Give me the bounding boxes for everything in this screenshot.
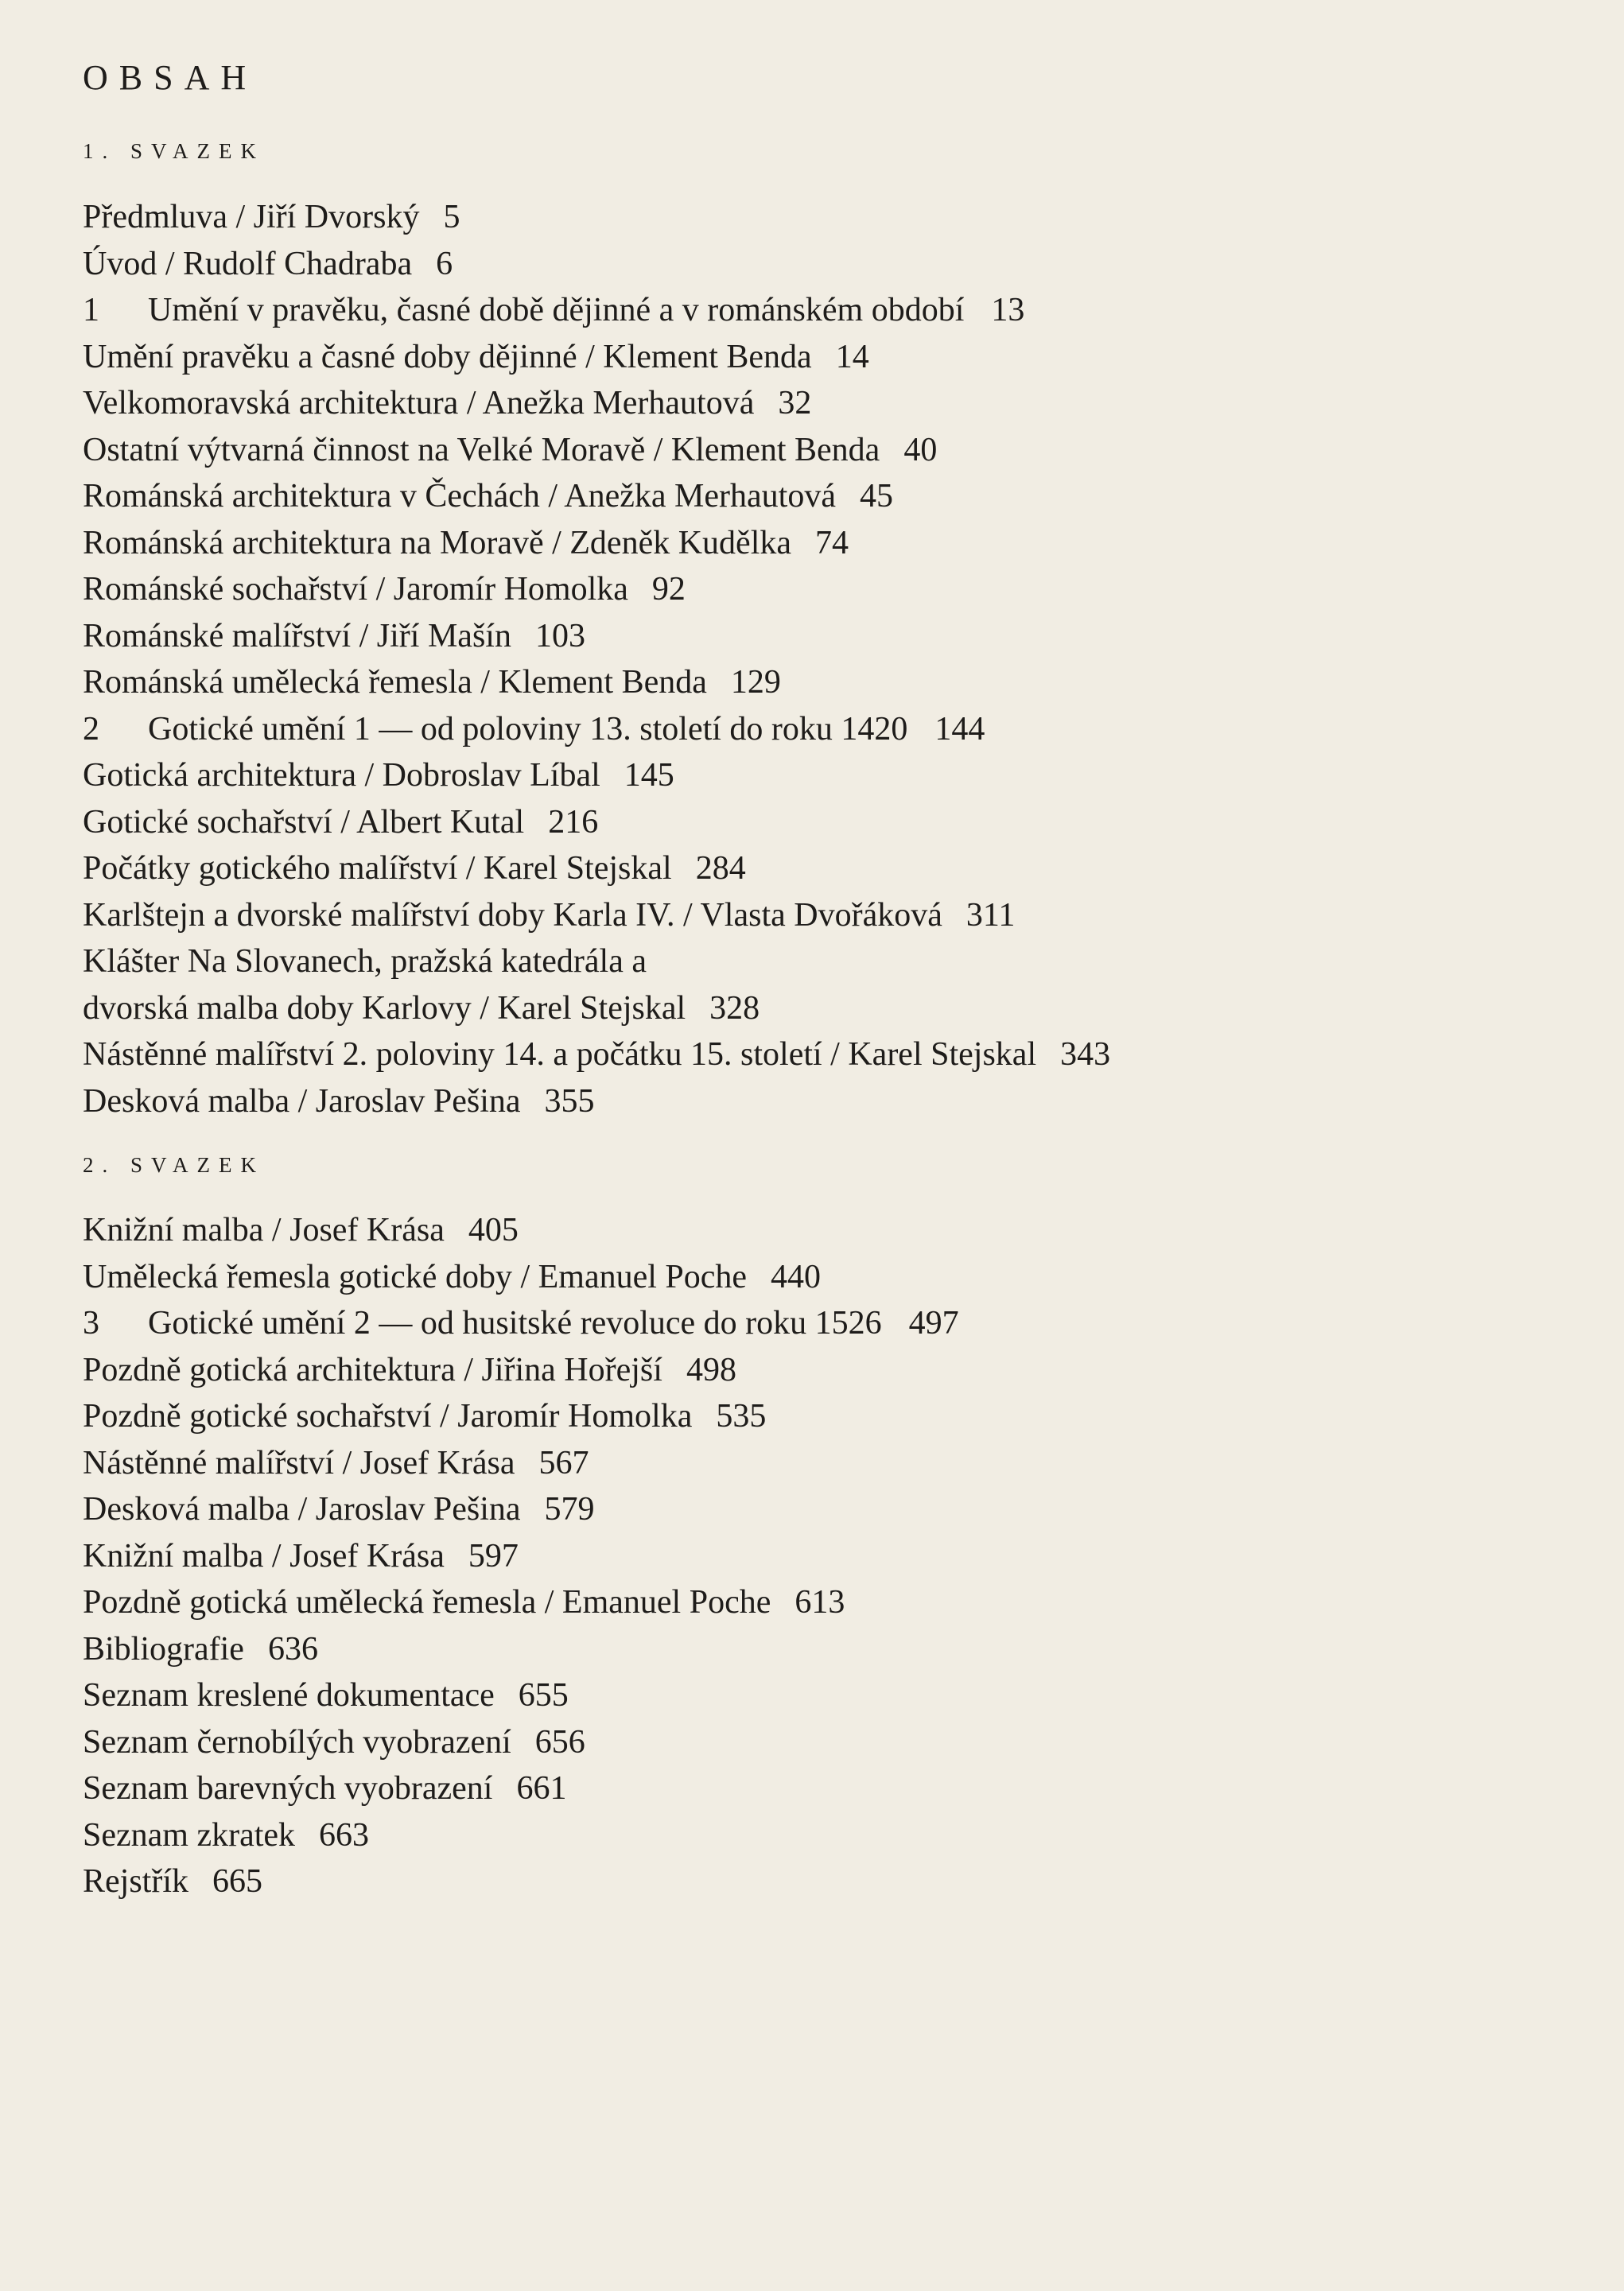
entry-title: Seznam zkratek xyxy=(83,1816,296,1854)
toc-section-entry xyxy=(83,287,1110,334)
section-number: 1 xyxy=(83,292,99,328)
entry-page: 5 xyxy=(443,199,460,235)
entry-page: 597 xyxy=(468,1537,519,1575)
section-number: 2 xyxy=(83,710,99,747)
entry-page: 6 xyxy=(436,245,453,282)
toc-entry xyxy=(83,1579,959,1626)
toc-entry xyxy=(83,938,1110,985)
entry-page: 311 xyxy=(965,896,1016,934)
entry-page: 216 xyxy=(548,803,599,841)
entry-page: 636 xyxy=(267,1630,318,1668)
toc-entry xyxy=(83,566,1110,613)
entry-title: Nástěnné malířství / Josef Krása xyxy=(83,1444,515,1481)
entry-page: 579 xyxy=(544,1491,595,1528)
toc-entry xyxy=(83,613,1110,660)
toc-entry xyxy=(83,520,1110,567)
entry-title: Nástěnné malířství 2. poloviny 14. a počátku 15. století / Karel Stejskal xyxy=(83,1036,1037,1073)
entry-page: 497 xyxy=(908,1305,959,1342)
entry-page: 129 xyxy=(730,664,781,701)
entry-page: 145 xyxy=(624,757,674,794)
toc-entry xyxy=(83,845,1110,892)
entry-title: dvorská malba doby Karlovy / Karel Stejskal xyxy=(83,989,686,1027)
entry-title: Seznam kreslené dokumentace xyxy=(83,1677,495,1714)
entry-page: 284 xyxy=(695,850,746,887)
entry-title: Románská architektura na Moravě / Zdeněk Kudělka xyxy=(83,524,792,561)
entry-title: Románské sochařství / Jaromír Homolka xyxy=(83,571,628,608)
entry-title: Velkomoravská architektura / Anežka Merhautová xyxy=(83,385,755,421)
entry-title: Úvod / Rudolf Chadraba xyxy=(83,245,413,282)
toc-volume-2 xyxy=(83,1207,959,1905)
entry-page: 535 xyxy=(716,1398,767,1435)
entry-page: 663 xyxy=(319,1816,370,1854)
entry-title: Karlštejn a dvorské malířství doby Karla IV. / Vlasta Dvořáková xyxy=(83,896,942,934)
entry-page: 328 xyxy=(709,989,760,1027)
entry-title: Bibliografie xyxy=(83,1630,244,1668)
page-title: OBSAH xyxy=(83,58,258,97)
toc-entry xyxy=(83,1207,959,1254)
toc-entry xyxy=(83,799,1110,846)
entry-title: Ostatní výtvarná činnost na Velké Moravě / Klement Benda xyxy=(83,431,880,468)
entry-page: 355 xyxy=(544,1082,595,1120)
toc-volume-1 xyxy=(83,194,1110,1124)
entry-page: 613 xyxy=(795,1584,845,1621)
toc-section-entry xyxy=(83,706,1110,753)
toc-entry xyxy=(83,892,1110,939)
entry-title: Seznam barevných vyobrazení xyxy=(83,1770,493,1807)
toc-entry xyxy=(83,1765,959,1812)
entry-title: Desková malba / Jaroslav Pešina xyxy=(83,1082,521,1120)
entry-title: Gotické umění 2 — od husitské revoluce do roku 1526 xyxy=(148,1305,882,1342)
entry-title: Desková malba / Jaroslav Pešina xyxy=(83,1491,521,1528)
toc-entry xyxy=(83,194,1110,241)
entry-page: 13 xyxy=(991,292,1025,328)
toc-entry xyxy=(83,1031,1110,1078)
toc-entry xyxy=(83,1393,959,1440)
volume-2-heading: 2. SVAZEK xyxy=(83,1153,266,1177)
entry-title: Románské malířství / Jiří Mašín xyxy=(83,617,511,654)
entry-title: Gotická architektura / Dobroslav Líbal xyxy=(83,757,600,794)
toc-section-entry xyxy=(83,1300,959,1347)
entry-title: Knižní malba / Josef Krása xyxy=(83,1212,445,1248)
entry-page: 32 xyxy=(778,385,812,421)
toc-entry xyxy=(83,659,1110,706)
toc-entry xyxy=(83,1533,959,1580)
entry-page: 661 xyxy=(516,1770,567,1807)
toc-entry xyxy=(83,1254,959,1301)
toc-entry xyxy=(83,1440,959,1487)
section-number: 3 xyxy=(83,1305,99,1342)
toc-entry xyxy=(83,1719,959,1766)
toc-entry xyxy=(83,380,1110,427)
entry-title: Románská architektura v Čechách / Anežka Merhautová xyxy=(83,478,836,515)
volume-1-heading: 1. SVAZEK xyxy=(83,139,266,163)
entry-page: 92 xyxy=(651,571,686,608)
entry-page: 567 xyxy=(538,1444,589,1481)
toc-entry xyxy=(83,1858,959,1905)
entry-title: Umělecká řemesla gotické doby / Emanuel Poche xyxy=(83,1258,748,1295)
toc-entry xyxy=(83,427,1110,474)
entry-page: 144 xyxy=(934,710,985,747)
entry-page: 440 xyxy=(771,1258,822,1295)
entry-title: Klášter Na Slovanech, pražská katedrála a xyxy=(83,943,647,980)
entry-title: Gotické umění 1 — od poloviny 13. století do roku 1420 xyxy=(148,710,908,747)
entry-page: 103 xyxy=(534,617,585,654)
entry-title: Umění pravěku a časné doby dějinné / Klement Benda xyxy=(83,338,812,375)
toc-entry xyxy=(83,1078,1110,1125)
toc-entry xyxy=(83,334,1110,381)
entry-title: Gotické sochařství / Albert Kutal xyxy=(83,803,525,841)
entry-title: Rejstřík xyxy=(83,1863,188,1900)
entry-page: 655 xyxy=(518,1677,569,1714)
toc-entry xyxy=(83,752,1110,799)
entry-page: 665 xyxy=(212,1863,262,1900)
entry-page: 45 xyxy=(859,478,893,515)
entry-page: 343 xyxy=(1060,1036,1111,1073)
toc-entry xyxy=(83,1812,959,1859)
entry-page: 74 xyxy=(815,524,849,561)
toc-entry xyxy=(83,1626,959,1673)
toc-entry xyxy=(83,473,1110,520)
entry-title: Knižní malba / Josef Krása xyxy=(83,1537,445,1575)
entry-title: Předmluva / Jiří Dvorský xyxy=(83,199,420,235)
entry-title: Pozdně gotické sochařství / Jaromír Homolka xyxy=(83,1398,693,1435)
toc-entry xyxy=(83,1347,959,1394)
toc-entry xyxy=(83,985,1110,1032)
entry-page: 498 xyxy=(686,1351,736,1388)
toc-entry xyxy=(83,1672,959,1719)
entry-title: Románská umělecká řemesla / Klement Benda xyxy=(83,664,707,701)
toc-entry xyxy=(83,1486,959,1533)
entry-title: Pozdně gotická architektura / Jiřina Hořejší xyxy=(83,1351,662,1388)
toc-entry xyxy=(83,241,1110,288)
entry-page: 405 xyxy=(468,1212,519,1248)
entry-title: Seznam černobílých vyobrazení xyxy=(83,1723,511,1761)
entry-title: Umění v pravěku, časné době dějinné a v románském období xyxy=(148,292,965,328)
entry-title: Pozdně gotická umělecká řemesla / Emanuel Poche xyxy=(83,1584,771,1621)
entry-page: 656 xyxy=(534,1723,585,1761)
entry-page: 14 xyxy=(835,338,869,375)
entry-title: Počátky gotického malířství / Karel Stejskal xyxy=(83,850,672,887)
entry-page: 40 xyxy=(903,431,938,468)
